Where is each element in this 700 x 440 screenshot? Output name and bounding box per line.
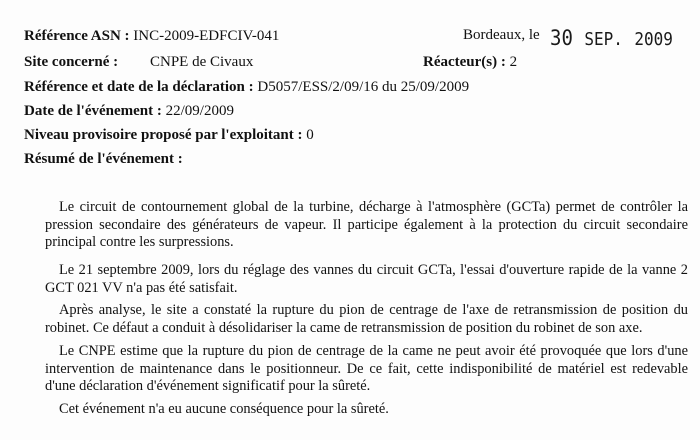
- date-stamp-day: 30: [550, 26, 573, 51]
- ref-asn-line: [24, 27, 279, 45]
- reactor-line: [423, 53, 517, 71]
- city-date-prefix: Bordeaux, le: [463, 27, 540, 43]
- declaration-line: [24, 78, 469, 96]
- ref-asn-value: INC-2009-EDFCIV-041: [133, 28, 280, 44]
- paragraph-5: Cet événement n'a eu aucune conséquence pour la sûreté.: [59, 401, 389, 417]
- date-stamp: [550, 26, 673, 51]
- site-label: Site concerné :: [24, 54, 119, 70]
- paragraph-2: Le 21 septembre 2009, lors du réglage des vannes du circuit GCTa, l'essai d'ouverture rapide de la vanne 2 GCT 021 VV n'a pas été satisfait.: [45, 262, 688, 296]
- event-date-value: 22/09/2009: [165, 103, 234, 119]
- date-stamp-month: SEP.: [584, 28, 623, 50]
- level-line: [24, 126, 314, 144]
- site-value: CNPE de Civaux: [150, 54, 254, 70]
- declaration-value: D5057/ESS/2/09/16 du 25/09/2009: [257, 79, 470, 95]
- summary-heading: Résumé de l'événement :: [24, 151, 183, 167]
- paragraph-1: Le circuit de contournement global de la turbine, décharge à l'atmosphère (GCTa) permet de contrôler la pression secondaire des générateurs de vapeur. Il participe également à la protection du circuit secondaire principal contre les surpressions.: [45, 199, 688, 250]
- ref-asn-label: Référence ASN :: [24, 28, 130, 44]
- event-date-label: Date de l'événement :: [24, 103, 162, 119]
- reactor-label: Réacteur(s) :: [423, 54, 506, 70]
- event-date-line: [24, 102, 234, 120]
- declaration-label: Référence et date de la déclaration :: [24, 79, 254, 95]
- paragraph-3: Après analyse, le site a constaté la rupture du pion de centrage de l'axe de retransmission de position du robinet. Ce défaut a conduit à désolidariser la came de retransmission de position du robinet de son axe.: [45, 302, 688, 336]
- paragraph-4: Le CNPE estime que la rupture du pion de centrage de la came ne peut avoir été provoquée que lors d'une intervention de maintenance dans le positionneur. De ce fait, cette indisponibilité de matériel est redevable d'une déclaration d'événement significatif pour la sûreté.: [45, 343, 688, 394]
- level-value: 0: [306, 127, 314, 143]
- date-stamp-year: 2009: [634, 28, 673, 50]
- reactor-value: 2: [509, 54, 518, 70]
- level-label: Niveau provisoire proposé par l'exploitant :: [24, 127, 303, 143]
